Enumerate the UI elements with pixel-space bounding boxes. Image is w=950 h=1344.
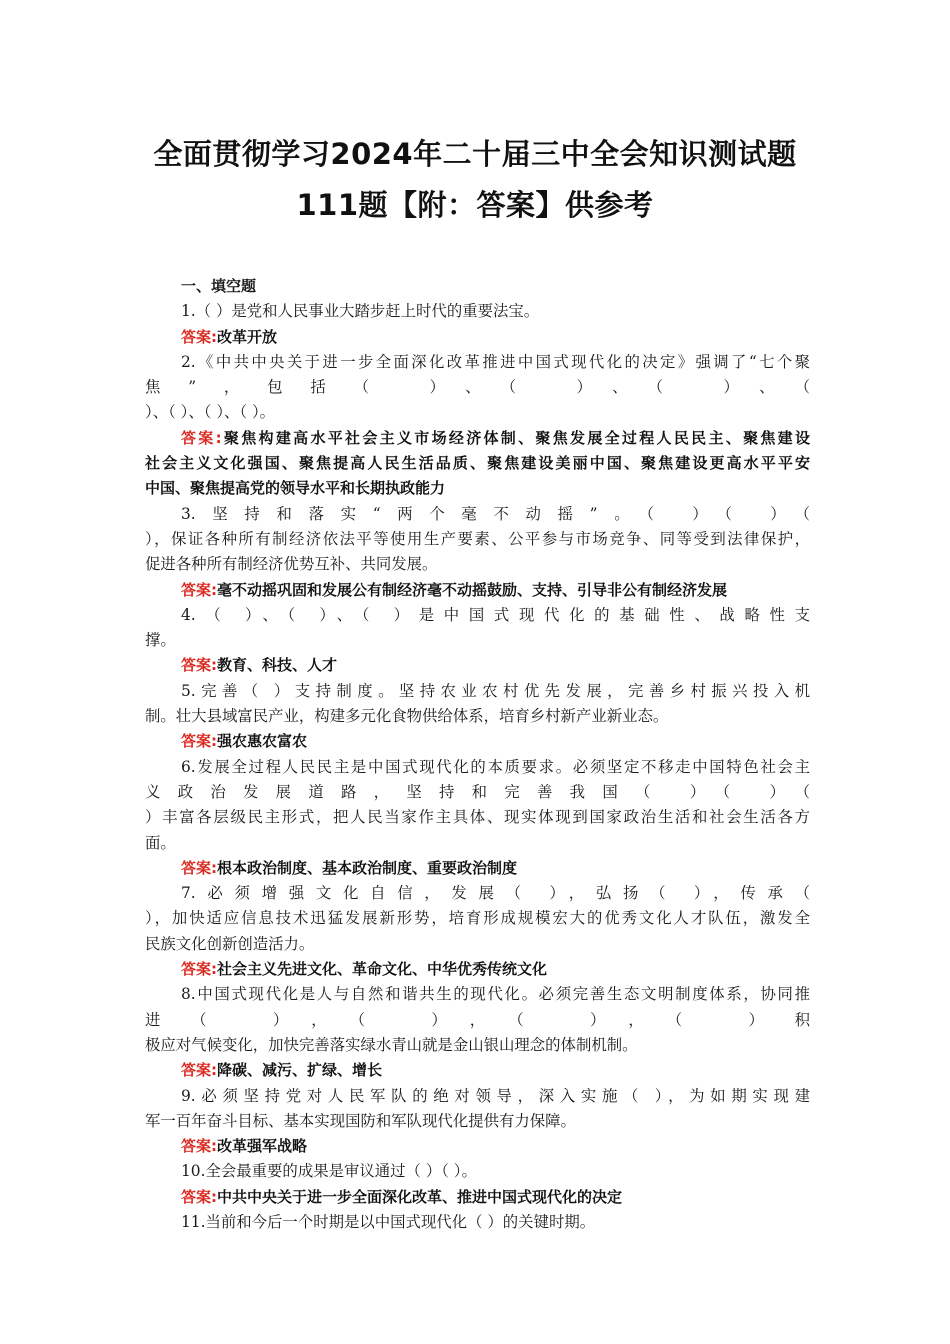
answer-label: 答案:: [181, 732, 217, 751]
question-7-line: 7.必须增强文化自信，发展（ ），弘扬（ ），传承（: [181, 884, 810, 903]
question-2-line: 2.《中共中央关于进一步全面深化改革推进中国式现代化的决定》强调了“七个聚: [181, 352, 810, 371]
answer-label: 答案:: [181, 580, 217, 599]
answer-label: 答案:: [181, 656, 217, 675]
question-8-line: 极应对气候变化，加快完善落实绿水青山就是金山银山理念的体制机制。: [145, 1035, 638, 1054]
answer-2-line: [145, 451, 810, 476]
answer-text: 中共中央关于进一步全面深化改革、推进中国式现代化的决定: [217, 1187, 623, 1206]
question-5-line: 5.完善（ ）支持制度。坚持农业农村优先发展，完善乡村振兴投入机: [181, 681, 810, 700]
question-4-line: 撑。: [145, 631, 176, 650]
answer-text: 社会主义文化强国、聚焦提高人民生活品质、聚焦建设美丽中国、聚焦建设更高水平平安: [145, 454, 810, 473]
question-7-line: 民族文化创新创造活力。: [145, 934, 315, 953]
question-8-line: 8.中国式现代化是人与自然和谐共生的现代化。必须完善生态文明制度体系，协同推: [181, 985, 810, 1004]
question-10-line: 10.全会最重要的成果是审议通过（ ）（ ）。: [181, 1162, 477, 1181]
answer-10-line: [145, 1185, 810, 1210]
answer-5-line: [145, 729, 810, 754]
answer-3-line: [145, 578, 810, 603]
answer-label: 答案:: [181, 428, 222, 447]
question-list: [145, 299, 810, 1235]
question-9-line: 9.必须坚持党对人民军队的绝对领导，深入实施（ ），为如期实现建: [181, 1086, 810, 1105]
answer-text: 聚焦构建高水平社会主义市场经济体制、聚焦发展全过程人民民主、聚焦建设: [221, 428, 810, 447]
answer-text: 根本政治制度、基本政治制度、重要政治制度: [217, 858, 518, 877]
answer-label: 答案:: [181, 858, 217, 877]
document-title-line-1: 全面贯彻学习2024年二十届三中全会知识测试题: [153, 137, 797, 171]
answer-text: 社会主义先进文化、革命文化、中华优秀传统文化: [217, 960, 548, 979]
question-6-line: ）丰富各层级民主形式，把人民当家作主具体、现实体现到国家政治生活和社会生活各方: [145, 808, 810, 827]
question-4-line: 4.（ ）、（ ）、（ ）是中国式现代化的基础性、战略性支: [181, 605, 810, 624]
question-2-line: ）、（ ）、（ ）、（ ）。: [145, 403, 276, 422]
answer-8-line: [145, 1058, 810, 1083]
answer-4-line: [145, 653, 810, 678]
answer-text: 改革强军战略: [217, 1137, 308, 1156]
question-2-line: 焦”，包括（ ）、（ ）、（ ）、（: [145, 378, 810, 397]
answer-label: 答案:: [181, 1187, 217, 1206]
answer-text: 中国、聚焦提高党的领导水平和长期执政能力: [145, 479, 446, 498]
question-6-line: 义政治发展道路，坚持和完善我国（ ）（ ）（: [145, 782, 810, 801]
question-6-line: 面。: [145, 833, 176, 852]
answer-text: 改革开放: [217, 327, 278, 346]
answer-2-line: [145, 426, 810, 451]
answer-label: 答案:: [181, 1061, 217, 1080]
question-6-line: 6.发展全过程人民民主是中国式现代化的本质要求。必须坚定不移走中国特色社会主: [181, 757, 810, 776]
document-body: [145, 274, 810, 1235]
answer-6-line: [145, 856, 810, 881]
answer-text: 强农惠农富农: [217, 732, 308, 751]
question-3-line: 3.坚持和落实“两个毫不动摇”。（ ）（ ）（: [181, 504, 810, 523]
question-3-line: ），保证各种所有制经济依法平等使用生产要素、公平参与市场竞争、同等受到法律保护，: [145, 529, 810, 548]
answer-label: 答案:: [181, 327, 217, 346]
answer-1-line: [145, 325, 810, 350]
answer-7-line: [145, 957, 810, 982]
question-5-line: 制。壮大县域富民产业，构建多元化食物供给体系，培育乡村新产业新业态。: [145, 707, 669, 726]
question-7-line: ），加快适应信息技术迅猛发展新形势，培育形成规模宏大的优秀文化人才队伍，激发全: [145, 909, 810, 928]
answer-label: 答案:: [181, 960, 217, 979]
section-heading: 一、填空题: [181, 277, 257, 295]
question-9-line: 军一百年奋斗目标、基本实现国防和军队现代化提供有力保障。: [145, 1111, 576, 1130]
question-11-line: 11.当前和今后一个时期是以中国式现代化（ ）的关键时期。: [181, 1212, 596, 1231]
answer-text: 降碳、减污、扩绿、增长: [217, 1061, 383, 1080]
question-8-line: 进（ ），（ ），（ ），（ ）积: [145, 1010, 810, 1029]
question-1-line: 1.（ ）是党和人民事业大踏步赶上时代的重要法宝。: [181, 302, 540, 321]
answer-9-line: [145, 1134, 810, 1159]
answer-text: 教育、科技、人才: [217, 656, 338, 675]
question-3-line: 促进各种所有制经济优势互补、共同发展。: [145, 555, 438, 574]
answer-text: 毫不动摇巩固和发展公有制经济毫不动摇鼓励、支持、引导非公有制经济发展: [217, 580, 728, 599]
document-title-line-2: 111题【附：答案】供参考: [296, 188, 654, 222]
answer-2-line: [145, 476, 810, 501]
answer-label: 答案:: [181, 1137, 217, 1156]
